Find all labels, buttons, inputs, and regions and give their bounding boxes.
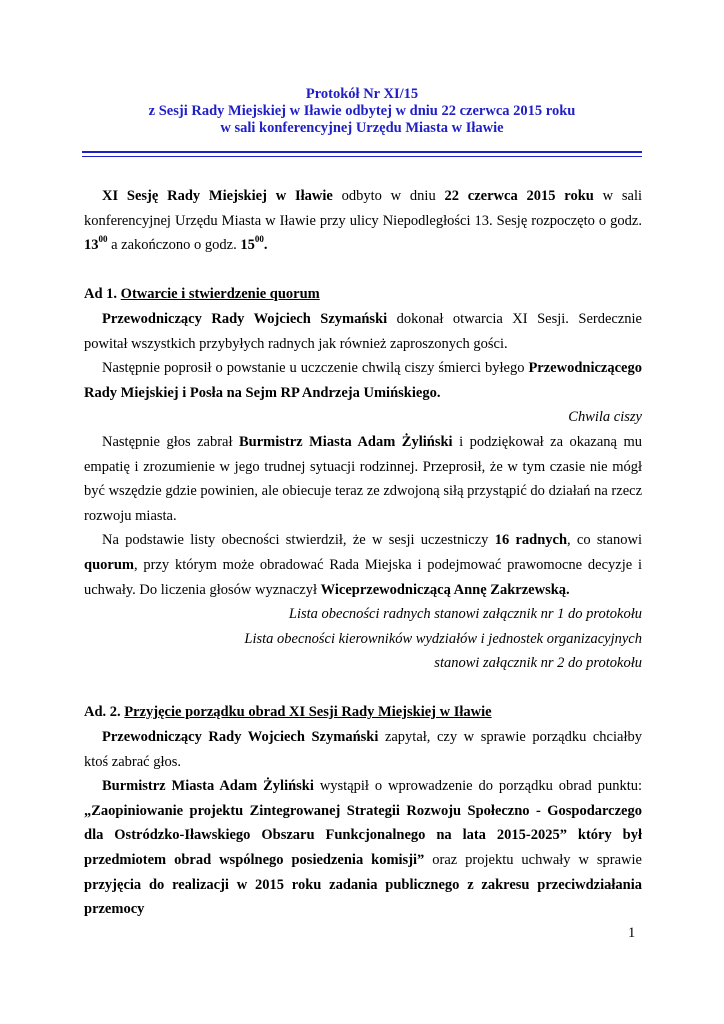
attachment-note-3: stanowi załącznik nr 2 do protokołu [434, 655, 642, 672]
intro-paragraph [84, 184, 642, 258]
end-minutes: 00 [254, 234, 264, 245]
start-minutes: 00 [98, 234, 108, 245]
agenda-item-strategy: „Zaopiniowanie projektu Zintegrowanej Strategii Rozwoju Społeczno - Gospodarczego dla Ostródzko-Iławskiego Obszaru Funkcjonalnego na lata 2015-2025” który był przedmiotem obrad wspólnego posiedzenia komisji” [84, 802, 642, 869]
end-time [240, 234, 268, 254]
ad1-paragraph-3 [84, 430, 642, 528]
protocol-number: Protokół Nr XI/15 [305, 86, 419, 102]
text-run: i podziękował za okazaną mu empatię i zrozumienie w jego trudnej sytuacji rodzinnej. Przeprosił, że w tym czasie nie mógł być wszędzie gdzie powinien, ale obiecuje teraz ze zdwojoną siłą przystąpić do działań na rzecz rozwoju miasta. [84, 433, 642, 524]
header-rule-top [82, 151, 642, 153]
document-body [84, 184, 642, 922]
start-time [84, 234, 108, 254]
mayor-name: Burmistrz Miasta Adam Żyliński [102, 778, 314, 795]
ad1-paragraph-4 [84, 528, 642, 602]
venue-line: w sali konferencyjnej Urzędu Miasta w Iławie [220, 120, 504, 136]
session-line: z Sesji Rady Miejskiej w Iławie odbytej w dniu 22 czerwca 2015 roku [148, 103, 576, 119]
text-run: a zakończono o godz. [107, 237, 241, 254]
silence-note: Chwila ciszy [568, 409, 642, 426]
session-date: 22 czerwca 2015 roku [444, 188, 594, 204]
ad1-paragraph-2 [84, 356, 642, 405]
attachment-note-2: Lista obecności kierowników wydziałów i jednostek organizacyjnych [244, 630, 642, 647]
ad2-paragraph-1 [84, 725, 642, 774]
end-hour: 15 [240, 237, 255, 254]
document-header [82, 86, 642, 137]
page-number: 1 [628, 925, 636, 941]
section-title: Przyjęcie porządku obrad XI Sesji Rady Miejskiej w Iławie [124, 704, 492, 721]
ad2-paragraph-2 [84, 774, 642, 922]
spacer [84, 258, 642, 283]
text-run: Następnie głos zabrał [102, 433, 239, 450]
councillor-count: 16 radnych [494, 532, 568, 549]
text-run: . [263, 237, 268, 254]
attachment-note-1: Lista obecności radnych stanowi załącznik nr 1 do protokołu [288, 606, 642, 623]
text-run: odbyto w dniu [332, 188, 445, 204]
text-run: Na podstawie listy obecności stwierdził, że w sesji uczestniczy [102, 532, 495, 549]
text-run: Następnie poprosił o powstanie u uczczenie chwilą ciszy śmierci byłego [102, 360, 529, 377]
quorum-term: quorum [84, 556, 134, 573]
section-prefix: Ad. 2. [84, 704, 125, 721]
chairman-name: Przewodniczący Rady Wojciech Szymański [102, 729, 379, 746]
section-prefix: Ad 1. [84, 286, 121, 303]
section-title: Otwarcie i stwierdzenie quorum [120, 286, 320, 303]
text-run: w sali konferencyjnej Urzędu Miasta w Iławie przy ulicy Niepodległości 13. Sesję rozpoczęto o godz. [84, 188, 643, 229]
text-run: dokonał otwarcia XI Sesji. Serdecznie powitał wszystkich przybyłych radnych jak również zaproszonych gości. [84, 310, 642, 352]
vice-chair-name: Wiceprzewodniczącą Annę Zakrzewską. [320, 581, 570, 598]
text-run: , przy którym może obradować Rada Miejska i podejmować prawomocne decyzje i uchwały. Do liczenia głosów wyznaczył [84, 556, 642, 598]
text-run: oraz projektu uchwały w sprawie [424, 852, 642, 869]
chairman-name: Przewodniczący Rady Wojciech Szymański [102, 310, 388, 327]
text-run: , co stanowi [567, 532, 642, 549]
spacer [84, 676, 642, 701]
text-run: zapytał, czy w sprawie porządku chciałby ktoś zabrać głos. [84, 729, 642, 770]
section-heading-ad1 [84, 282, 642, 307]
header-rule-bottom [82, 156, 642, 157]
section-heading-ad2 [84, 700, 642, 725]
mayor-name: Burmistrz Miasta Adam Żyliński [239, 433, 453, 450]
start-hour: 13 [84, 237, 99, 254]
session-name: XI Sesję Rady Miejskiej w Iławie [102, 188, 333, 204]
agenda-item-resolution: przyjęcia do realizacji w 2015 roku zadania publicznego z zakresu przeciwdziałania przemocy [84, 876, 642, 918]
ad1-paragraph-1 [84, 307, 642, 356]
text-run: wystąpił o wprowadzenie do porządku obrad punktu: [313, 778, 643, 795]
honored-person: Przewodniczącego Rady Miejskiej i Posła na Sejm RP Andrzeja Umińskiego. [84, 360, 642, 401]
